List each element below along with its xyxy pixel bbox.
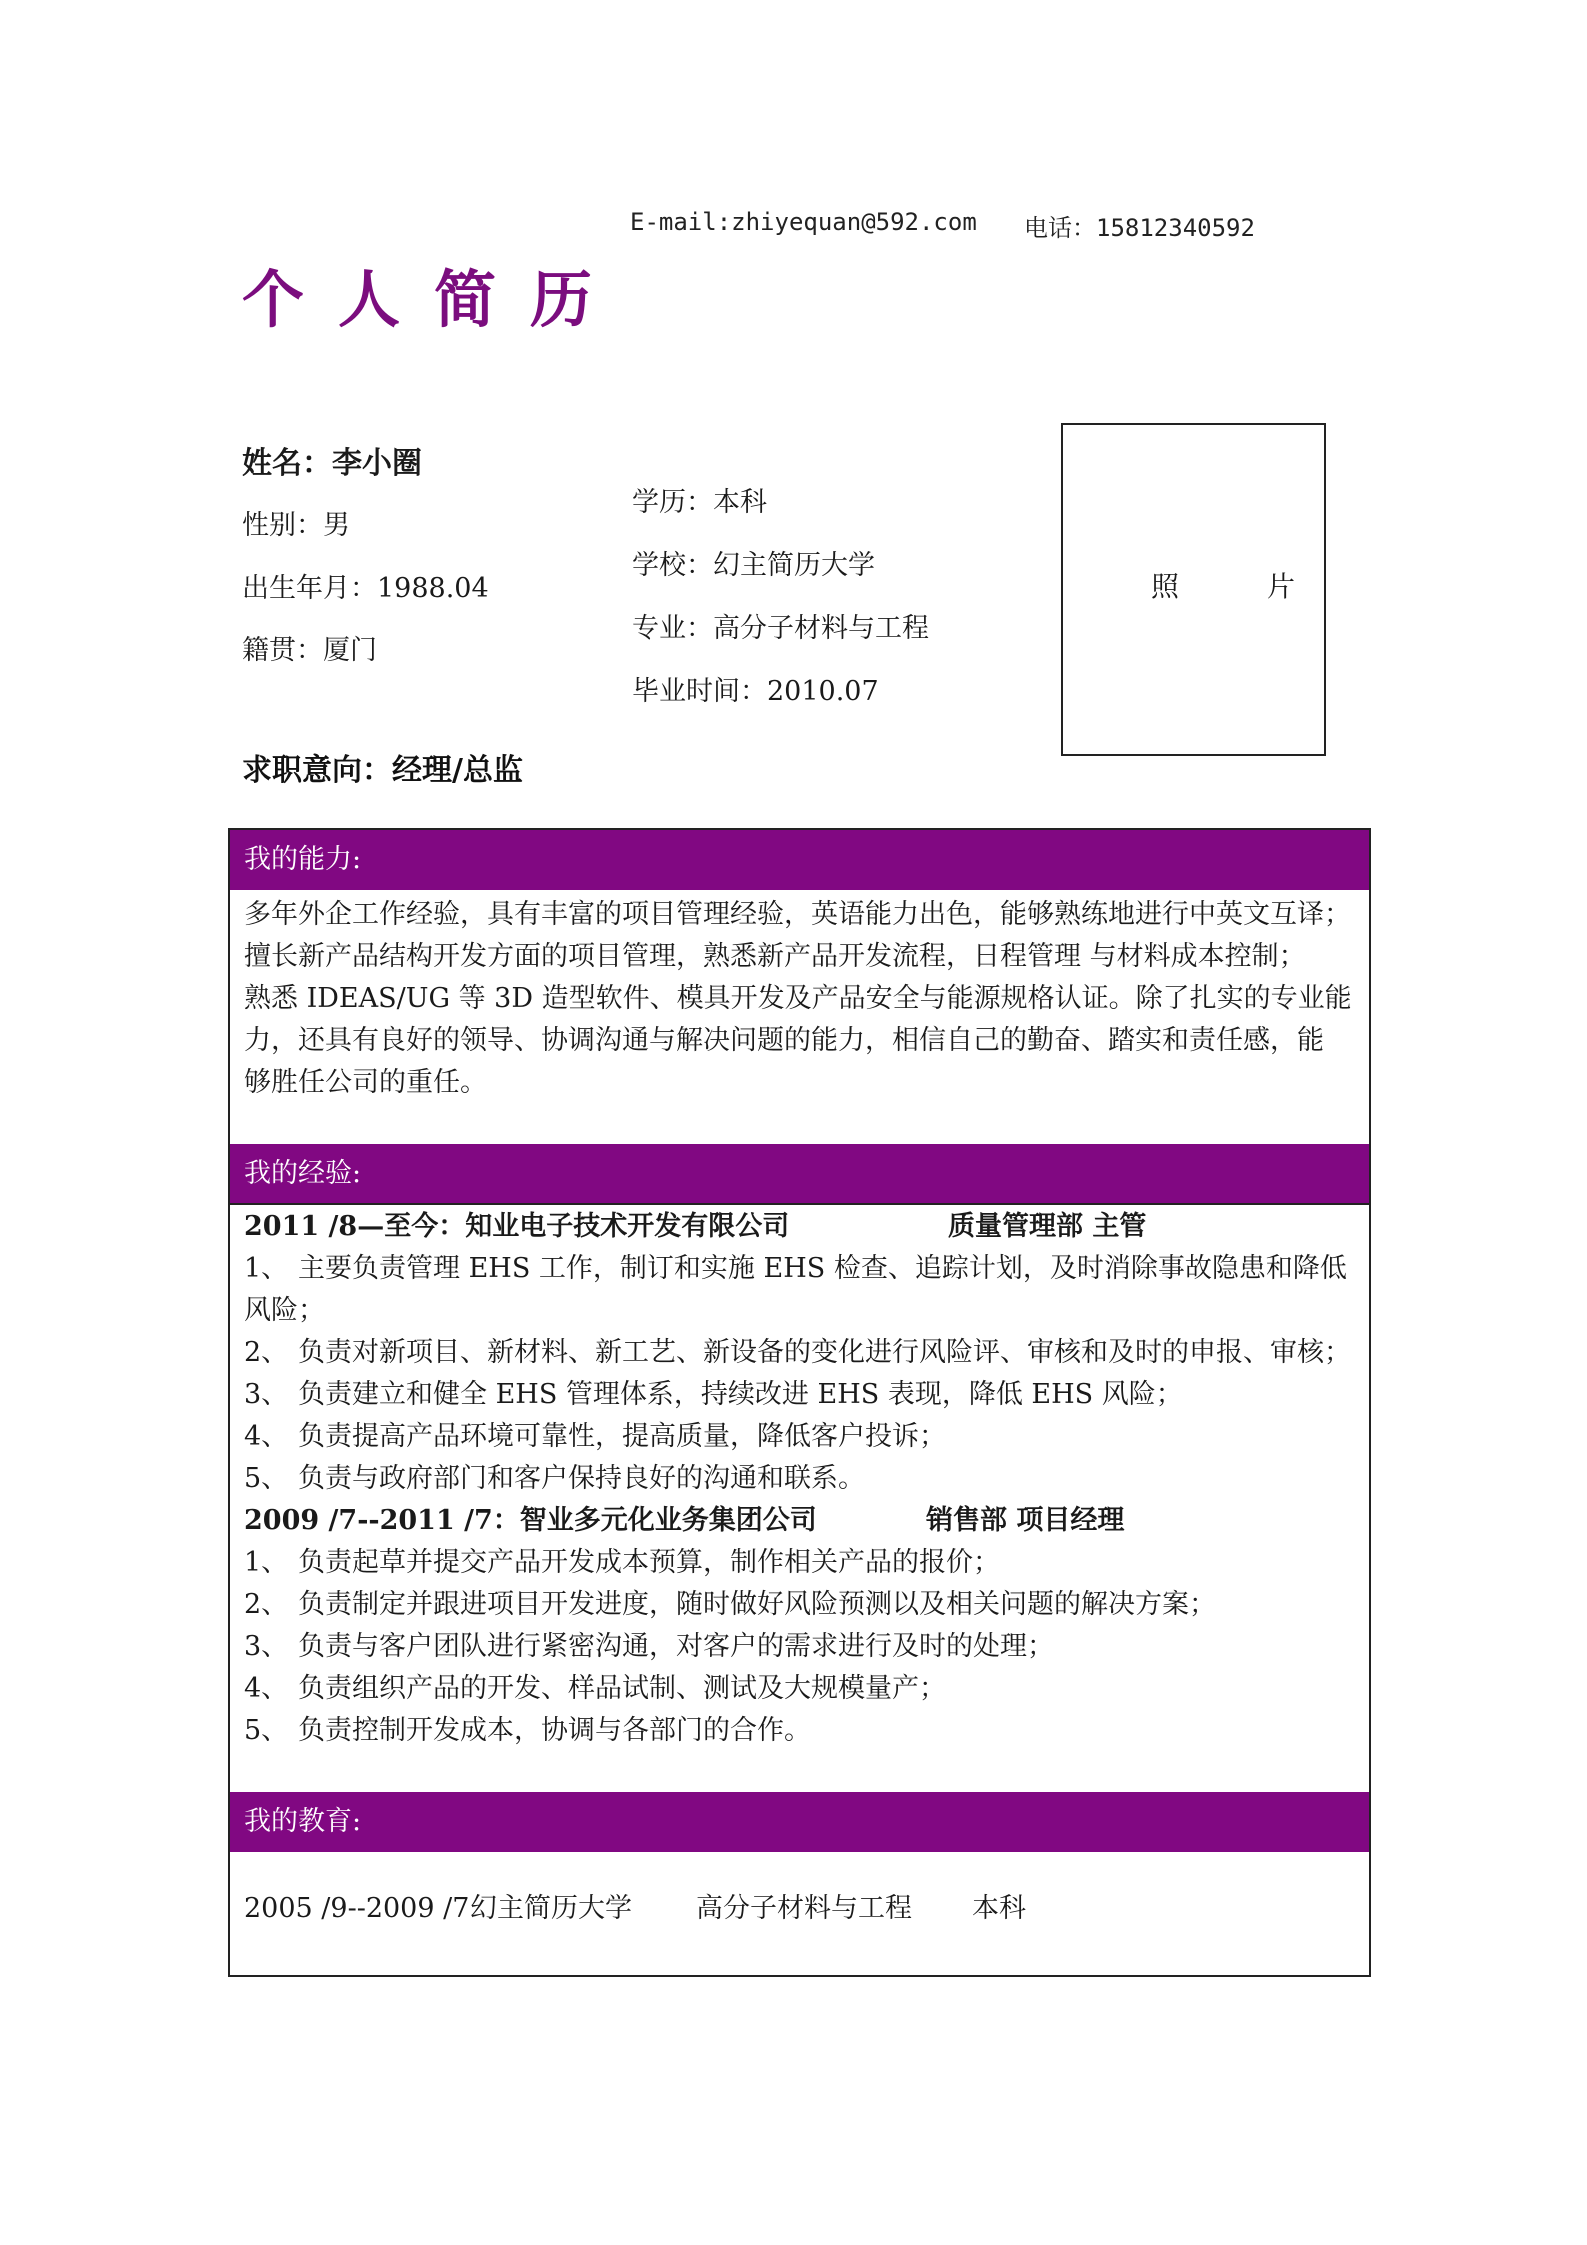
degree-value: 本科 <box>713 487 767 518</box>
page-title: 个人简历 <box>242 263 627 336</box>
birth-value: 1988.04 <box>377 573 489 604</box>
school-label: 学校： <box>632 550 713 581</box>
job-1-title <box>244 1206 1147 1248</box>
job-1-period: 2011 /8—至今：知业电子技术开发有限公司 <box>244 1211 790 1242</box>
education-major: 高分子材料与工程 <box>696 1893 912 1924</box>
ability-line: 力，还具有良好的领导、协调沟通与解决问题的能力，相信自己的勤奋、踏实和责任感，能 <box>244 1025 1324 1056</box>
gender-value: 男 <box>323 510 350 541</box>
job-2-item: 5、 负责控制开发成本，协调与各部门的合作。 <box>244 1715 811 1746</box>
education-row <box>244 1888 1026 1930</box>
school-value: 幻主简历大学 <box>713 550 875 581</box>
job-2-item: 2、 负责制定并跟进项目开发进度，随时做好风险预测以及相关问题的解决方案； <box>244 1589 1216 1620</box>
gender-field <box>242 503 350 542</box>
divider <box>230 1203 1369 1205</box>
birth-label: 出生年月： <box>242 573 377 604</box>
job-2-item: 3、 负责与客户团队进行紧密沟通，对客户的需求进行及时的处理； <box>244 1631 1054 1662</box>
ability-body <box>244 894 1362 1104</box>
name-field <box>242 438 422 482</box>
ability-line: 擅长新产品结构开发方面的项目管理，熟悉新产品开发流程，日程管理 与材料成本控制； <box>244 941 1306 972</box>
job-2-dept: 销售部 项目经理 <box>926 1505 1125 1536</box>
origin-value: 厦门 <box>323 635 377 666</box>
grad-value: 2010.07 <box>767 676 879 707</box>
school-field <box>632 543 875 582</box>
job-1-item: 3、 负责建立和健全 EHS 管理体系，持续改进 EHS 表现，降低 EHS 风险； <box>244 1379 1183 1410</box>
grad-label: 毕业时间： <box>632 676 767 707</box>
job-2-item: 4、 负责组织产品的开发、样品试制、测试及大规模量产； <box>244 1673 946 1704</box>
grad-field <box>632 669 879 708</box>
origin-label: 籍贯： <box>242 635 323 666</box>
gender-label: 性别： <box>242 510 323 541</box>
photo-placeholder <box>1061 423 1384 756</box>
origin-field <box>242 628 377 667</box>
ability-line: 熟悉 IDEAS/UG 等 3D 造型软件、模具开发及产品安全与能源规格认证。除了扎实的专业能 <box>244 983 1352 1014</box>
email-text: E-mail:zhiyequan@592.com <box>630 208 977 236</box>
education-degree: 本科 <box>972 1893 1026 1924</box>
education-period: 2005 /9--2009 /7 <box>244 1893 470 1924</box>
major-label: 专业： <box>632 613 713 644</box>
job-1-item: 5、 负责与政府部门和客户保持良好的沟通和联系。 <box>244 1463 865 1494</box>
major-field <box>632 606 929 645</box>
name-value: 李小圈 <box>332 446 422 481</box>
job-2-title <box>244 1500 1125 1542</box>
job-1-item: 2、 负责对新项目、新材料、新工艺、新设备的变化进行风险评、审核和及时的申报、审核； <box>244 1337 1351 1368</box>
job-2-item: 1、 负责起草并提交产品开发成本预算，制作相关产品的报价； <box>244 1547 1000 1578</box>
education-header: 我的教育: <box>230 1792 1369 1852</box>
job-1-dept: 质量管理部 主管 <box>948 1211 1147 1242</box>
major-value: 高分子材料与工程 <box>713 613 929 644</box>
job-2-period: 2009 /7--2011 /7：智业多元化业务集团公司 <box>244 1505 817 1536</box>
resume-table <box>228 828 1371 1977</box>
phone-text: 电话：15812340592 <box>1024 214 1255 242</box>
ability-line: 够胜任公司的重任。 <box>244 1067 487 1098</box>
experience-header: 我的经验: <box>230 1144 1369 1204</box>
birth-field <box>242 566 489 605</box>
job-intent: 求职意向：经理/总监 <box>242 753 523 788</box>
photo-label: 照片 <box>1151 570 1384 603</box>
degree-field <box>632 480 767 519</box>
name-label: 姓名： <box>242 446 332 481</box>
ability-header: 我的能力: <box>230 830 1369 890</box>
job-1-item: 4、 负责提高产品环境可靠性，提高质量，降低客户投诉； <box>244 1421 946 1452</box>
degree-label: 学历： <box>632 487 713 518</box>
job-1-item: 1、 主要负责管理 EHS 工作，制订和实施 EHS 检查、追踪计划，及时消除事故隐患和降低风险； <box>244 1253 1347 1326</box>
ability-line: 多年外企工作经验，具有丰富的项目管理经验，英语能力出色，能够熟练地进行中英文互译； <box>244 899 1351 930</box>
education-school: 幻主简历大学 <box>470 1893 632 1924</box>
